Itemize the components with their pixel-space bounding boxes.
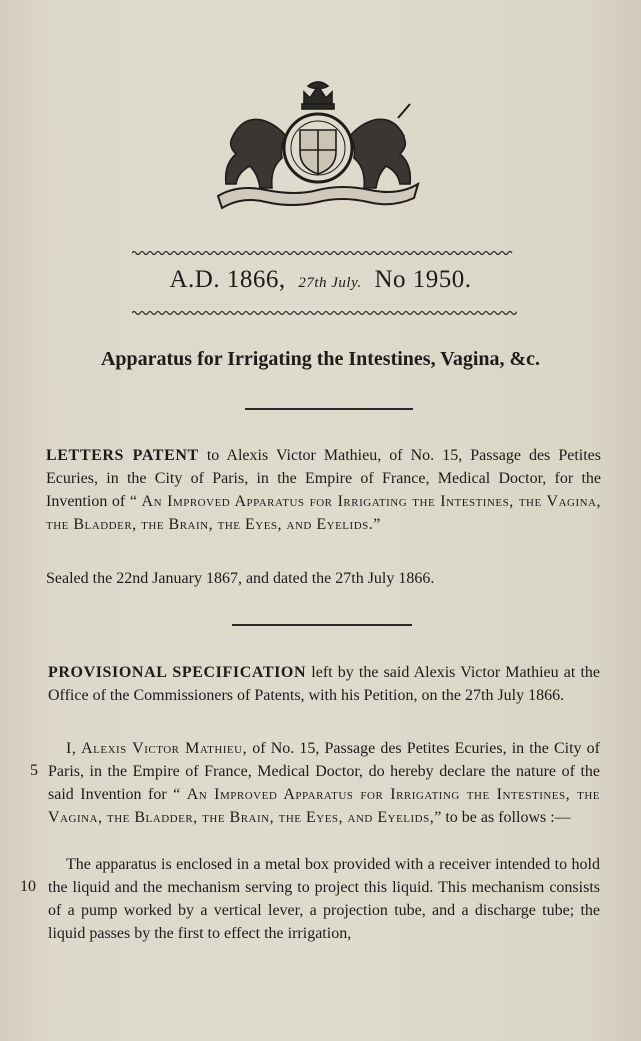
section-divider-1 <box>245 408 413 410</box>
sealed-text: Sealed the 22nd January 1867, and dated the 27th July 1866. <box>46 570 435 587</box>
letters-patent-invention-title: An Improved Apparatus for Irrigating the Intestines, the Vagina, the Bladder, the Brain, the Eyes, and Eyelids. <box>46 493 602 533</box>
letters-patent-lead: LETTERS PATENT <box>46 447 199 464</box>
letters-patent-close-quote: ” <box>373 516 381 533</box>
letters-patent-text: to Alexis Victor Mathieu, of No. 15, Passage des Petites Ecuries, in the City of Paris, in the Empire of France, Medical Doctor, for the Invention of “ <box>46 447 601 510</box>
specification-invention-title: An Improved Apparatus for Irrigating the Intestines, the Vagina, the Bladder, the Brain, the Eyes, and Eyelids, <box>48 786 600 826</box>
patent-year: A.D. 1866, <box>169 266 286 293</box>
patent-date: 27th July. <box>298 275 362 291</box>
royal-coat-of-arms-icon <box>212 78 424 214</box>
apparatus-description-paragraph <box>48 853 600 945</box>
patent-title: Apparatus for Irrigating the Intestines, Vagina, &c. <box>100 348 541 370</box>
letters-patent-paragraph <box>46 444 601 536</box>
line-number-10: 10 <box>20 878 36 895</box>
specification-body-close: ” to be as follows :— <box>434 809 571 826</box>
patent-number: No 1950. <box>374 266 472 293</box>
specification-body-text: of No. 15, Passage des Petites Ecuries, in the City of Paris, in the Empire of France, Medical Doctor, do hereby declare the nature of the said Invention for “ <box>48 740 601 803</box>
specification-body-paragraph <box>48 737 600 829</box>
provisional-specification-lead: PROVISIONAL SPECIFICATION <box>48 664 307 681</box>
provisional-specification-text: left by the said Alexis Victor Mathieu at the Office of the Commissioners of Patents, with his Petition, on the 27th July 1866. <box>48 664 601 704</box>
wavy-rule-bottom <box>132 310 517 316</box>
sealed-line <box>46 567 601 590</box>
line-number-5: 5 <box>30 762 38 779</box>
patent-heading <box>0 266 641 294</box>
wavy-rule-top <box>132 250 517 256</box>
provisional-specification-paragraph <box>48 661 600 707</box>
section-divider-2 <box>232 624 412 626</box>
apparatus-description-text: The apparatus is enclosed in a metal box provided with a receiver intended to hold the liquid and the mechanism serving to project this liquid. This mechanism consists of a pump worked by a vertical lever, a projection tube, and a discharge tube; the liquid passes by the first to effect the irrigation, <box>48 856 600 942</box>
inventor-name: I, Alexis Victor Mathieu, <box>66 740 248 757</box>
